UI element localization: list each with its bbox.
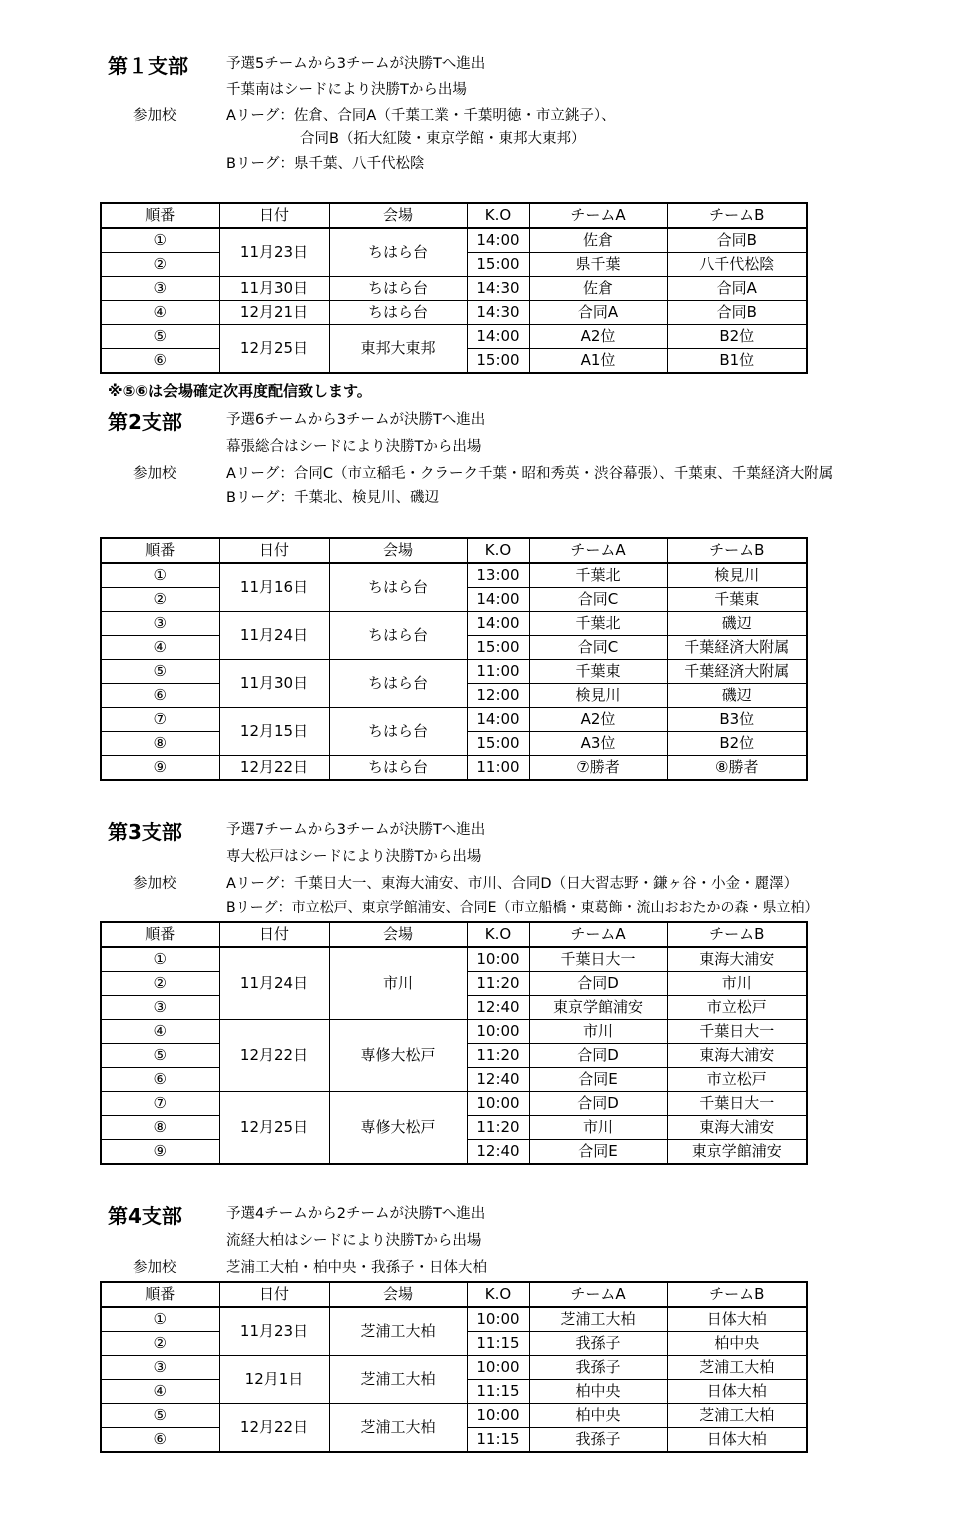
team-b: 千葉経済大附属 [667, 660, 807, 684]
kickoff-time: 14:00 [467, 588, 529, 612]
section-title: 第１支部 [108, 54, 188, 78]
header-team-a: チームA [529, 203, 667, 228]
match-venue: ちはら台 [329, 563, 467, 612]
team-b: 千葉東 [667, 588, 807, 612]
table-header-row [101, 922, 807, 947]
participants-line: Bリーグ：県千葉、八千代松陰 [226, 156, 425, 172]
kickoff-time: 11:15 [467, 1428, 529, 1453]
kickoff-time: 15:00 [467, 636, 529, 660]
match-venue: 芝浦工大柏 [329, 1356, 467, 1404]
match-date: 11月30日 [219, 277, 329, 301]
match-venue: 東邦大東邦 [329, 325, 467, 374]
kickoff-time: 14:00 [467, 228, 529, 253]
match-number: ⑥ [101, 684, 219, 708]
team-b: 柏中央 [667, 1332, 807, 1356]
section-title: 第2支部 [108, 410, 182, 434]
header-venue: 会場 [329, 1282, 467, 1307]
match-venue: ちはら台 [329, 277, 467, 301]
match-number: ④ [101, 1380, 219, 1404]
header-team-a: チームA [529, 1282, 667, 1307]
kickoff-time: 15:00 [467, 732, 529, 756]
section-title: 第4支部 [108, 1204, 182, 1228]
team-a: 柏中央 [529, 1404, 667, 1428]
kickoff-time: 11:00 [467, 756, 529, 781]
team-b: B2位 [667, 732, 807, 756]
participants-line: Aリーグ：千葉日大一、東海大浦安、市川、合同D（日大習志野・鎌ヶ谷・小金・麗澤） [226, 876, 799, 892]
kickoff-time: 11:20 [467, 972, 529, 996]
match-date: 11月24日 [219, 947, 329, 1020]
participants-line: Bリーグ：千葉北、検見川、磯辺 [226, 490, 439, 506]
kickoff-time: 10:00 [467, 1404, 529, 1428]
team-b: 日体大柏 [667, 1428, 807, 1453]
participants-line: Aリーグ：合同C（市立稲毛・クラーク千葉・昭和秀英・渋谷幕張）、千葉東、千葉経済大附属 [226, 466, 834, 482]
section-summary: 予選5チームから3チームが決勝Tへ進出 [226, 56, 486, 72]
team-b: 芝浦工大柏 [667, 1404, 807, 1428]
kickoff-time: 14:00 [467, 612, 529, 636]
team-a: A2位 [529, 708, 667, 732]
match-date: 12月25日 [219, 325, 329, 374]
kickoff-time: 10:00 [467, 1307, 529, 1332]
header-order: 順番 [101, 538, 219, 563]
table-row [101, 708, 807, 732]
header-kickoff: K.O [467, 1282, 529, 1307]
kickoff-time: 15:00 [467, 253, 529, 277]
team-a: 千葉北 [529, 612, 667, 636]
team-a: 合同D [529, 1044, 667, 1068]
kickoff-time: 10:00 [467, 1092, 529, 1116]
header-date: 日付 [219, 203, 329, 228]
team-a: 合同D [529, 972, 667, 996]
table-row [101, 1092, 807, 1116]
header-order: 順番 [101, 203, 219, 228]
header-venue: 会場 [329, 203, 467, 228]
match-date: 11月23日 [219, 1307, 329, 1356]
kickoff-time: 10:00 [467, 1020, 529, 1044]
match-number: ③ [101, 996, 219, 1020]
team-b: 市立松戸 [667, 996, 807, 1020]
team-a: 合同D [529, 1092, 667, 1116]
participants-label: 参加校 [133, 1260, 177, 1276]
match-date: 11月23日 [219, 228, 329, 277]
table-row [101, 325, 807, 349]
section-seed-note: 千葉南はシードにより決勝Tから出場 [226, 82, 467, 98]
match-number: ⑤ [101, 1404, 219, 1428]
team-b: 合同B [667, 228, 807, 253]
team-a: 佐倉 [529, 277, 667, 301]
table-row [101, 1307, 807, 1332]
table-header-row [101, 1282, 807, 1307]
team-a: A1位 [529, 349, 667, 374]
match-venue: ちはら台 [329, 660, 467, 708]
team-b: 東海大浦安 [667, 947, 807, 972]
schedule-table [100, 537, 808, 781]
header-team-a: チームA [529, 538, 667, 563]
team-b: 千葉日大一 [667, 1092, 807, 1116]
team-b: 八千代松陰 [667, 253, 807, 277]
participants-label: 参加校 [133, 876, 177, 892]
team-a: 市川 [529, 1116, 667, 1140]
schedule-table [100, 1281, 808, 1453]
table-row [101, 660, 807, 684]
team-b: 芝浦工大柏 [667, 1356, 807, 1380]
match-venue: 芝浦工大柏 [329, 1307, 467, 1356]
match-date: 12月1日 [219, 1356, 329, 1404]
team-b: 日体大柏 [667, 1307, 807, 1332]
table-row [101, 947, 807, 972]
table-row [101, 563, 807, 588]
team-b: 千葉経済大附属 [667, 636, 807, 660]
team-a: 芝浦工大柏 [529, 1307, 667, 1332]
header-venue: 会場 [329, 538, 467, 563]
match-number: ③ [101, 612, 219, 636]
team-b: B2位 [667, 325, 807, 349]
team-b: 合同B [667, 301, 807, 325]
header-date: 日付 [219, 922, 329, 947]
table-row [101, 277, 807, 301]
match-venue: ちはら台 [329, 756, 467, 781]
kickoff-time: 10:00 [467, 1356, 529, 1380]
team-a: 千葉日大一 [529, 947, 667, 972]
match-venue: ちはら台 [329, 301, 467, 325]
match-number: ② [101, 253, 219, 277]
section-summary: 予選4チームから2チームが決勝Tへ進出 [226, 1206, 486, 1222]
kickoff-time: 11:20 [467, 1044, 529, 1068]
header-kickoff: K.O [467, 922, 529, 947]
table-row [101, 228, 807, 253]
header-venue: 会場 [329, 922, 467, 947]
section-summary: 予選7チームから3チームが決勝Tへ進出 [226, 822, 486, 838]
kickoff-time: 14:00 [467, 708, 529, 732]
kickoff-time: 10:00 [467, 947, 529, 972]
team-b: B3位 [667, 708, 807, 732]
match-number: ③ [101, 277, 219, 301]
kickoff-time: 12:40 [467, 1140, 529, 1165]
table-row [101, 612, 807, 636]
header-kickoff: K.O [467, 203, 529, 228]
team-b: 日体大柏 [667, 1380, 807, 1404]
match-date: 11月24日 [219, 612, 329, 660]
team-a: 我孫子 [529, 1356, 667, 1380]
table-row [101, 1356, 807, 1380]
kickoff-time: 12:00 [467, 684, 529, 708]
kickoff-time: 14:30 [467, 301, 529, 325]
team-a: 合同C [529, 588, 667, 612]
match-date: 12月15日 [219, 708, 329, 756]
section-seed-note: 専大松戸はシードにより決勝Tから出場 [226, 849, 482, 865]
header-order: 順番 [101, 1282, 219, 1307]
header-date: 日付 [219, 1282, 329, 1307]
team-b: 東海大浦安 [667, 1044, 807, 1068]
team-a: 佐倉 [529, 228, 667, 253]
match-number: ⑤ [101, 1044, 219, 1068]
section-summary: 予選6チームから3チームが決勝Tへ進出 [226, 412, 486, 428]
match-number: ③ [101, 1356, 219, 1380]
match-venue: 専修大松戸 [329, 1092, 467, 1165]
header-order: 順番 [101, 922, 219, 947]
participants-line: Bリーグ：市立松戸、東京学館浦安、合同E（市立船橋・東葛飾・流山おおたかの森・県立柏） [226, 900, 819, 916]
kickoff-time: 15:00 [467, 349, 529, 374]
match-date: 12月22日 [219, 1404, 329, 1453]
team-b: 磯辺 [667, 684, 807, 708]
team-a: 千葉北 [529, 563, 667, 588]
team-a: A3位 [529, 732, 667, 756]
team-b: ⑧勝者 [667, 756, 807, 781]
match-number: ⑥ [101, 349, 219, 374]
section-seed-note: 流経大柏はシードにより決勝Tから出場 [226, 1233, 482, 1249]
match-date: 12月25日 [219, 1092, 329, 1165]
team-b: 東京学館浦安 [667, 1140, 807, 1165]
team-a: 我孫子 [529, 1428, 667, 1453]
match-number: ② [101, 1332, 219, 1356]
match-number: ⑤ [101, 325, 219, 349]
match-number: ⑧ [101, 1116, 219, 1140]
team-b: 磯辺 [667, 612, 807, 636]
kickoff-time: 11:15 [467, 1380, 529, 1404]
team-a: 県千葉 [529, 253, 667, 277]
match-number: ⑥ [101, 1428, 219, 1453]
kickoff-time: 11:15 [467, 1332, 529, 1356]
team-a: 合同A [529, 301, 667, 325]
team-a: 東京学館浦安 [529, 996, 667, 1020]
match-number: ① [101, 228, 219, 253]
team-b: 市立松戸 [667, 1068, 807, 1092]
match-date: 12月22日 [219, 1020, 329, 1092]
team-a: 我孫子 [529, 1332, 667, 1356]
header-team-b: チームB [667, 538, 807, 563]
team-a: 市川 [529, 1020, 667, 1044]
match-date: 11月16日 [219, 563, 329, 612]
team-b: B1位 [667, 349, 807, 374]
kickoff-time: 13:00 [467, 563, 529, 588]
participants-line: 合同B（拓大紅陵・東京学館・東邦大東邦） [300, 131, 586, 147]
team-b: 検見川 [667, 563, 807, 588]
schedule-table [100, 202, 808, 374]
header-team-b: チームB [667, 922, 807, 947]
venue-note: ※⑤⑥は会場確定次再度配信致します。 [108, 382, 372, 400]
match-number: ④ [101, 636, 219, 660]
match-venue: 芝浦工大柏 [329, 1404, 467, 1453]
table-row [101, 1404, 807, 1428]
kickoff-time: 11:00 [467, 660, 529, 684]
match-number: ② [101, 972, 219, 996]
match-number: ⑤ [101, 660, 219, 684]
team-a: 検見川 [529, 684, 667, 708]
match-number: ② [101, 588, 219, 612]
kickoff-time: 14:00 [467, 325, 529, 349]
match-number: ⑦ [101, 1092, 219, 1116]
match-venue: ちはら台 [329, 708, 467, 756]
team-a: 合同E [529, 1140, 667, 1165]
header-team-b: チームB [667, 1282, 807, 1307]
header-team-a: チームA [529, 922, 667, 947]
match-number: ⑥ [101, 1068, 219, 1092]
match-number: ⑨ [101, 1140, 219, 1165]
header-kickoff: K.O [467, 538, 529, 563]
team-b: 合同A [667, 277, 807, 301]
match-number: ④ [101, 301, 219, 325]
table-row [101, 756, 807, 781]
header-date: 日付 [219, 538, 329, 563]
participants-label: 参加校 [133, 466, 177, 482]
section-title: 第3支部 [108, 820, 182, 844]
match-number: ⑧ [101, 732, 219, 756]
team-a: ⑦勝者 [529, 756, 667, 781]
kickoff-time: 14:30 [467, 277, 529, 301]
table-row [101, 301, 807, 325]
team-a: 合同E [529, 1068, 667, 1092]
kickoff-time: 12:40 [467, 1068, 529, 1092]
match-number: ④ [101, 1020, 219, 1044]
team-b: 千葉日大一 [667, 1020, 807, 1044]
schedule-table [100, 921, 808, 1165]
team-a: 千葉東 [529, 660, 667, 684]
match-date: 11月30日 [219, 660, 329, 708]
table-header-row [101, 203, 807, 228]
participants-line: Aリーグ：佐倉、合同A（千葉工業・千葉明徳・市立銚子）、 [226, 108, 616, 124]
match-number: ① [101, 563, 219, 588]
match-number: ⑦ [101, 708, 219, 732]
team-a: A2位 [529, 325, 667, 349]
team-a: 柏中央 [529, 1380, 667, 1404]
participants-line: 芝浦工大柏・柏中央・我孫子・日体大柏 [226, 1260, 487, 1276]
match-venue: 市川 [329, 947, 467, 1020]
participants-label: 参加校 [133, 108, 177, 124]
team-b: 東海大浦安 [667, 1116, 807, 1140]
header-team-b: チームB [667, 203, 807, 228]
kickoff-time: 12:40 [467, 996, 529, 1020]
table-header-row [101, 538, 807, 563]
match-number: ① [101, 947, 219, 972]
kickoff-time: 11:20 [467, 1116, 529, 1140]
match-number: ⑨ [101, 756, 219, 781]
match-venue: ちはら台 [329, 228, 467, 277]
match-number: ① [101, 1307, 219, 1332]
match-date: 12月22日 [219, 756, 329, 781]
team-a: 合同C [529, 636, 667, 660]
table-row [101, 1020, 807, 1044]
match-venue: 専修大松戸 [329, 1020, 467, 1092]
section-seed-note: 幕張総合はシードにより決勝Tから出場 [226, 439, 482, 455]
team-b: 市川 [667, 972, 807, 996]
match-date: 12月21日 [219, 301, 329, 325]
match-venue: ちはら台 [329, 612, 467, 660]
